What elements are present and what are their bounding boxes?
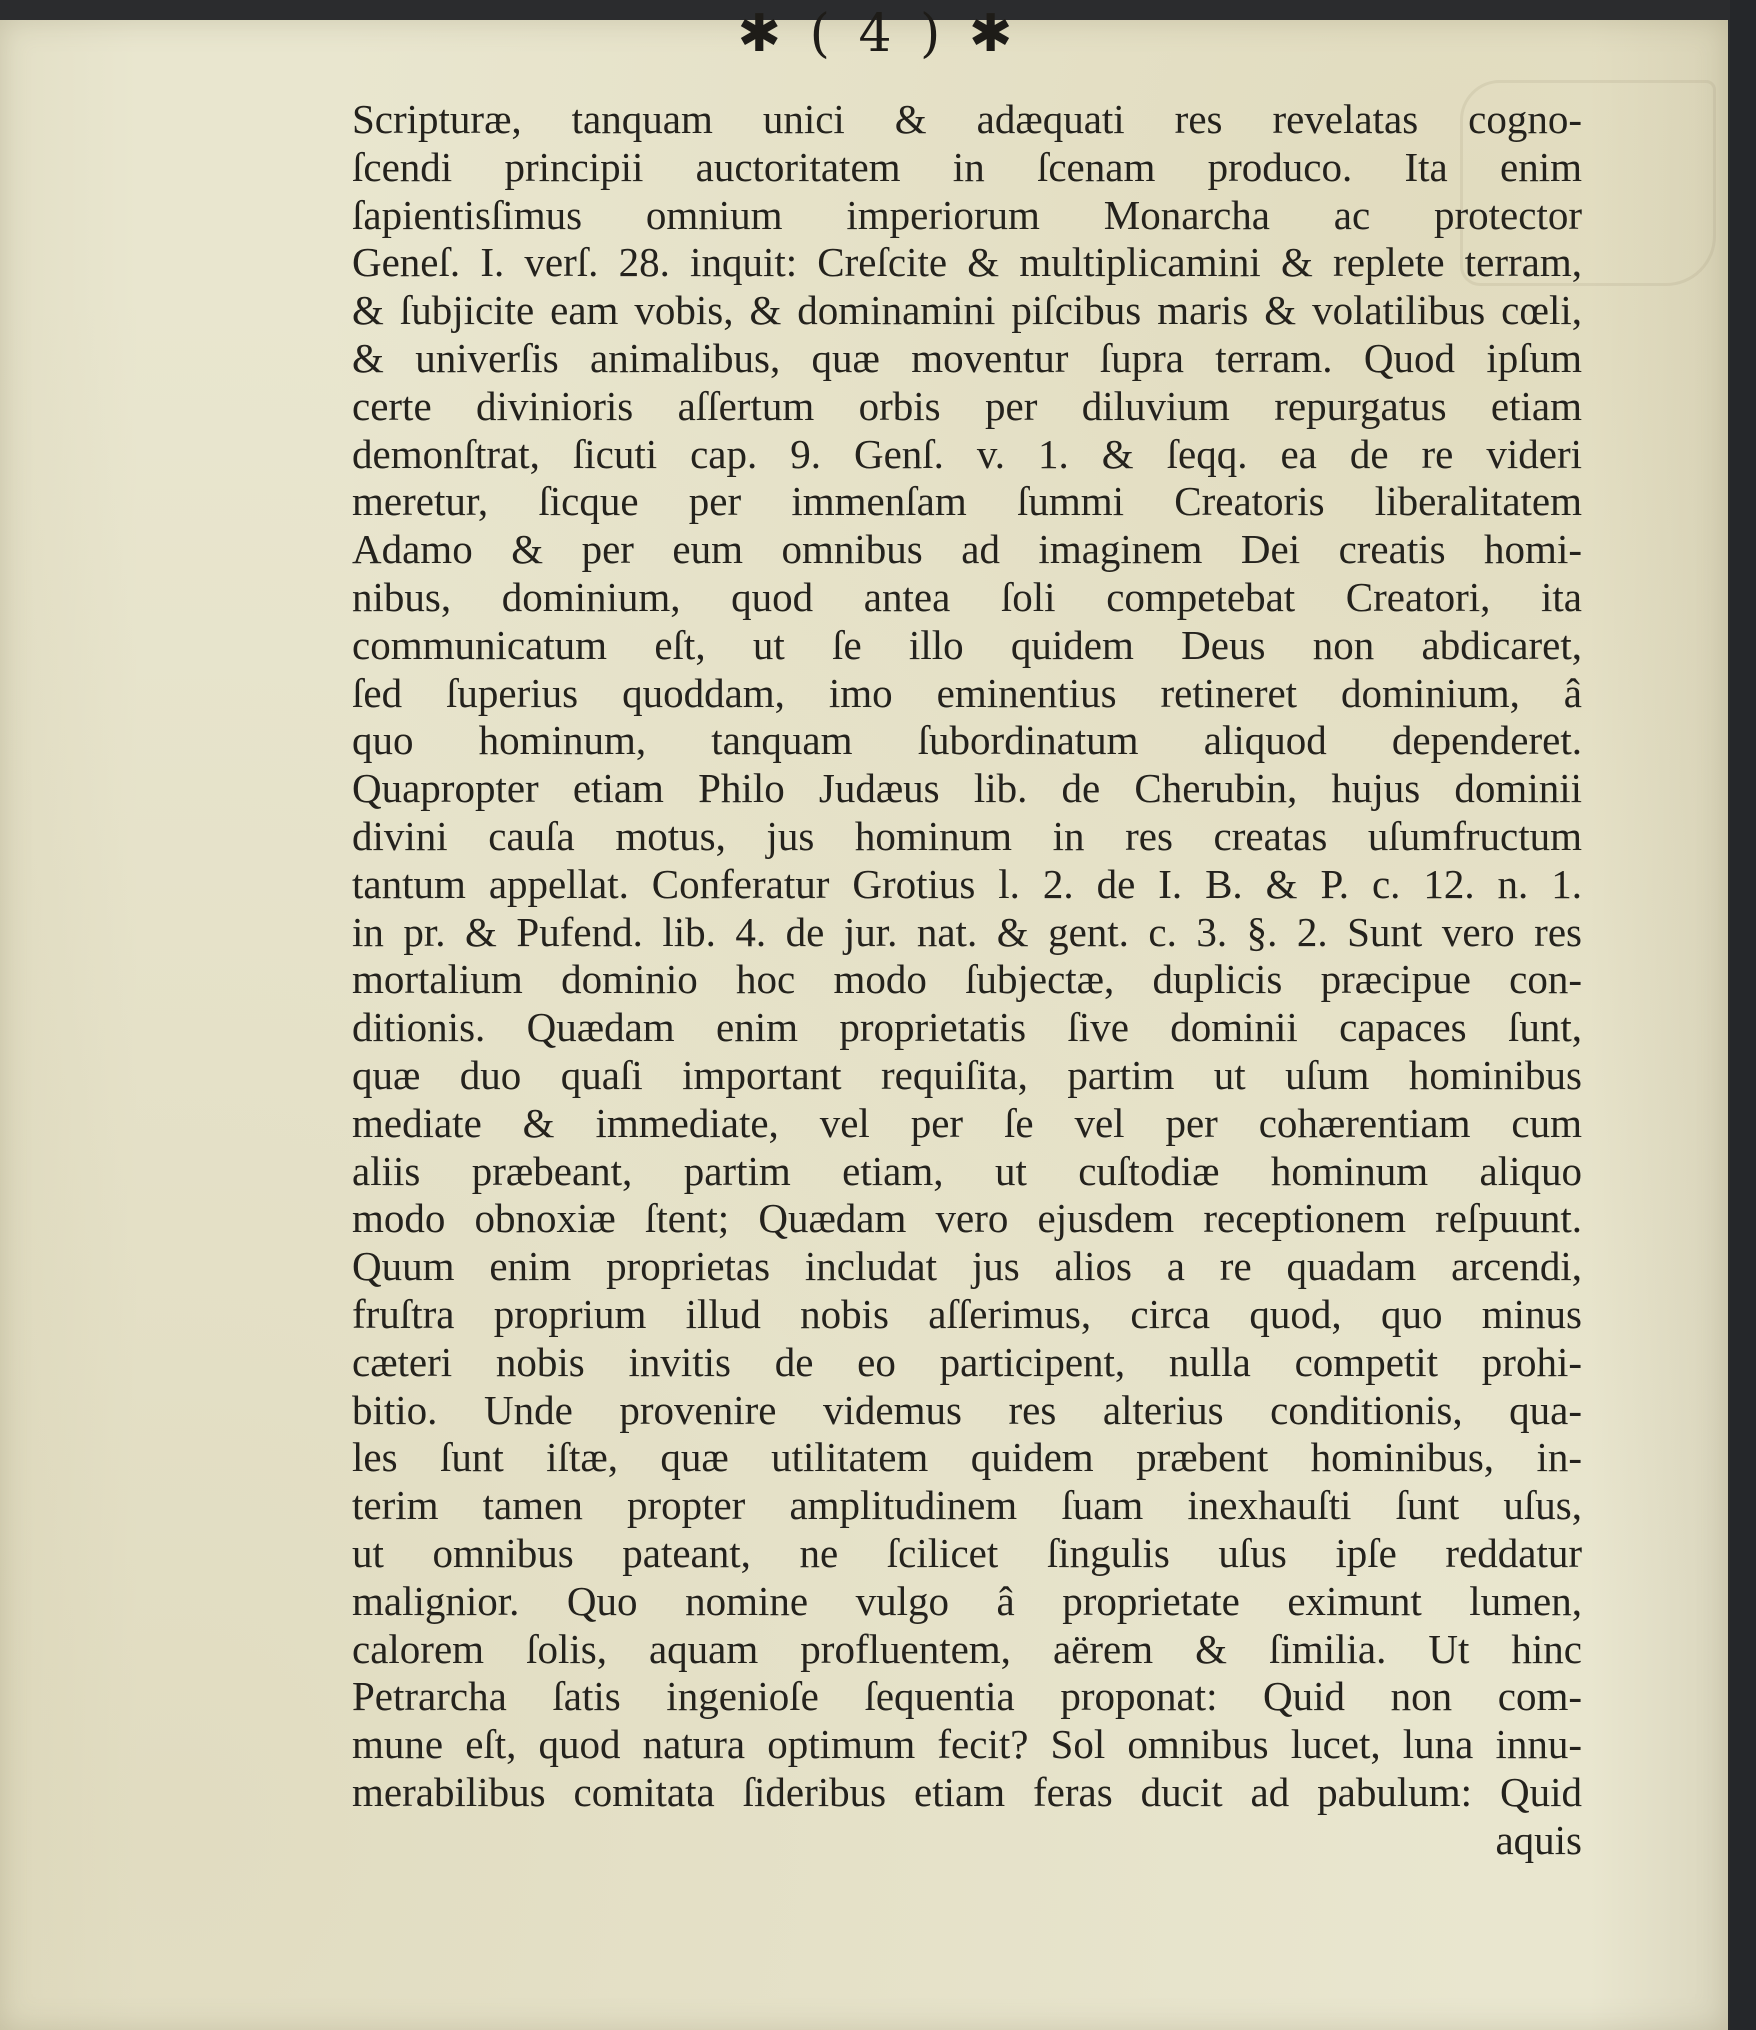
text-line: nibus, dominium, quod antea ſoli competebat Creatori, ita <box>352 573 1582 620</box>
text-line: communicatum eſt, ut ſe illo quidem Deus non abdicaret, <box>352 621 1582 668</box>
text-line: tantum appellat. Conferatur Grotius l. 2. de I. B. & P. c. 12. n. 1. <box>352 860 1582 907</box>
page-number-header: ✱ ( 4 ) ✱ <box>737 4 1019 64</box>
body-text <box>352 96 1582 1864</box>
text-line: les ſunt iſtæ, quæ utilitatem quidem præbent hominibus, in- <box>352 1434 1582 1481</box>
text-line: mortalium dominio hoc modo ſubjectæ, duplicis præcipue con- <box>352 956 1582 1003</box>
text-line: & univerſis animalibus, quæ moventur ſupra terram. Quod ipſum <box>352 334 1582 381</box>
text-line: aliis præbeant, partim etiam, ut cuſtodiæ hominum aliquo <box>352 1147 1582 1194</box>
text-line: Quapropter etiam Philo Judæus lib. de Cherubin, hujus dominii <box>352 765 1582 812</box>
text-line: fruſtra proprium illud nobis aſſerimus, circa quod, quo minus <box>352 1290 1582 1337</box>
text-line: merabilibus comitata ſideribus etiam feras ducit ad pabulum: Quid <box>352 1768 1582 1815</box>
text-line: certe divinioris aſſertum orbis per diluvium repurgatus etiam <box>352 382 1582 429</box>
text-line: in pr. & Pufend. lib. 4. de jur. nat. & gent. c. 3. §. 2. Sunt vero res <box>352 908 1582 955</box>
text-line: ditionis. Quædam enim proprietatis ſive dominii capaces ſunt, <box>352 1004 1582 1051</box>
text-line: ſcendi principii auctoritatem in ſcenam produco. Ita enim <box>352 143 1582 190</box>
text-line: Quum enim proprietas includat jus alios a re quadam arcendi, <box>352 1243 1582 1290</box>
text-line: cæteri nobis invitis de eo participent, nulla competit prohi- <box>352 1338 1582 1385</box>
text-line: quæ duo quaſi important requiſita, partim ut uſum hominibus <box>352 1051 1582 1098</box>
scanner-right-border <box>1730 0 1756 2030</box>
text-line: divini cauſa motus, jus hominum in res creatas uſumfructum <box>352 812 1582 859</box>
text-line: ut omnibus pateant, ne ſcilicet ſingulis uſus ipſe reddatur <box>352 1529 1582 1576</box>
text-line: Geneſ. I. verſ. 28. inquit: Creſcite & multiplicamini & replete terram, <box>352 239 1582 286</box>
text-line: quo hominum, tanquam ſubordinatum aliquod dependeret. <box>352 717 1582 764</box>
text-line: demonſtrat, ſicuti cap. 9. Genſ. v. 1. & ſeqq. ea de re videri <box>352 430 1582 477</box>
text-line: Adamo & per eum omnibus ad imaginem Dei creatis homi- <box>352 526 1582 573</box>
text-line: modo obnoxiæ ſtent; Quædam vero ejusdem receptionem reſpuunt. <box>352 1195 1582 1242</box>
text-line: ſed ſuperius quoddam, imo eminentius retineret dominium, â <box>352 669 1582 716</box>
text-line: ſapientisſimus omnium imperiorum Monarcha ac protector <box>352 191 1582 238</box>
text-line: mune eſt, quod natura optimum fecit? Sol omnibus lucet, luna innu- <box>352 1721 1582 1768</box>
text-line: Scripturæ, tanquam unici & adæquati res revelatas cogno- <box>352 96 1582 142</box>
text-line: mediate & immediate, vel per ſe vel per cohærentiam cum <box>352 1099 1582 1146</box>
text-line: meretur, ſicque per immenſam ſummi Creatoris liberalitatem <box>352 478 1582 525</box>
text-line: calorem ſolis, aquam profluentem, aërem & ſimilia. Ut hinc <box>352 1625 1582 1672</box>
text-line: malignior. Quo nomine vulgo â proprietate eximunt lumen, <box>352 1577 1582 1624</box>
text-line: bitio. Unde provenire videmus res alterius conditionis, qua- <box>352 1386 1582 1433</box>
text-line: terim tamen propter amplitudinem ſuam inexhauſti ſunt uſus, <box>352 1482 1582 1529</box>
text-line: Petrarcha ſatis ingenioſe ſequentia proponat: Quid non com- <box>352 1673 1582 1720</box>
text-line: & ſubjicite eam vobis, & dominamini piſcibus maris & volatilibus cœli, <box>352 287 1582 334</box>
catchword: aquis <box>1495 1816 1582 1863</box>
